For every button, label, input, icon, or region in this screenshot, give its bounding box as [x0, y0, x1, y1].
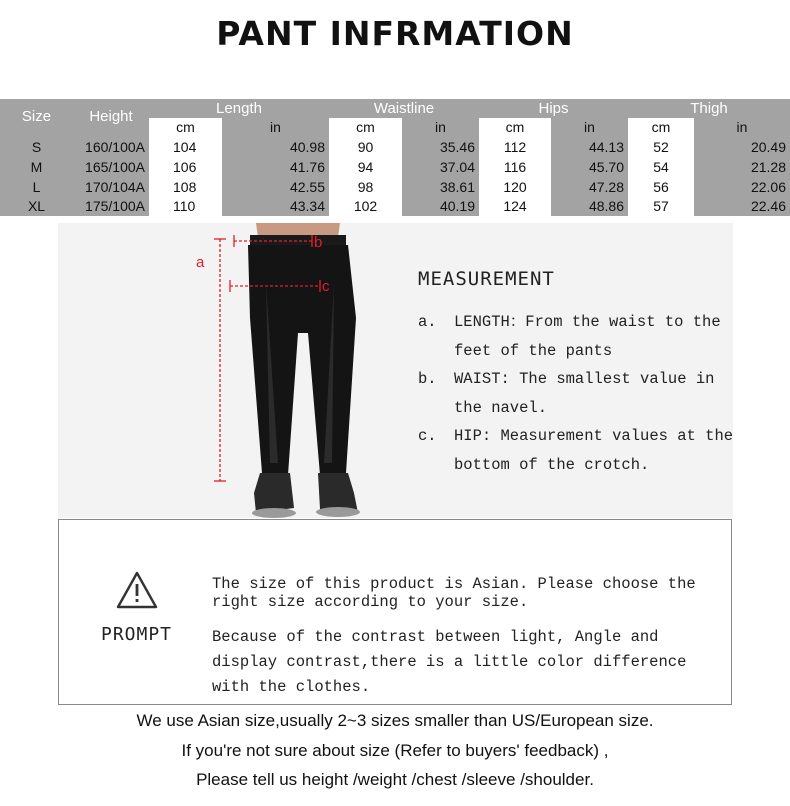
table-cell-hips-in: 44.13 — [551, 137, 628, 157]
length-cm-unit: cm — [149, 118, 222, 137]
table-cell-length-in: 40.98 — [222, 137, 329, 157]
length-header: Length — [149, 99, 329, 118]
table-cell-hips-in: 47.28 — [551, 177, 628, 197]
table-cell-length-cm: 110 — [149, 196, 222, 216]
size-table — [0, 99, 790, 216]
table-cell-waist-in: 35.46 — [402, 137, 479, 157]
table-cell-height: 175/100A — [73, 196, 149, 216]
table-cell-hips-cm: 120 — [479, 177, 551, 197]
table-cell-size: M — [0, 157, 73, 177]
table-cell-thigh-cm: 54 — [628, 157, 694, 177]
table-cell-hips-cm: 124 — [479, 196, 551, 216]
table-cell-thigh-in: 22.06 — [694, 177, 790, 197]
table-cell-length-in: 43.34 — [222, 196, 329, 216]
table-cell-waist-in: 40.19 — [402, 196, 479, 216]
table-cell-hips-in: 48.86 — [551, 196, 628, 216]
table-cell-hips-in: 45.70 — [551, 157, 628, 177]
table-cell-size: XL — [0, 196, 73, 216]
measurement-title: MEASUREMENT — [418, 268, 555, 290]
label-c: c — [322, 278, 330, 295]
table-cell-hips-cm: 112 — [479, 137, 551, 157]
measurement-text: HIP: Measurement values at the bottom of the crotch. — [454, 427, 734, 474]
table-cell-thigh-cm: 56 — [628, 177, 694, 197]
page-title: PANT INFRMATION — [216, 14, 574, 53]
label-b: b — [314, 234, 323, 251]
waist-in-unit: in — [402, 118, 479, 137]
height-header: Height — [73, 99, 149, 135]
thigh-in-unit: in — [694, 118, 790, 137]
table-cell-waist-in: 37.04 — [402, 157, 479, 177]
table-cell-length-in: 41.76 — [222, 157, 329, 177]
footer-line-3: Please tell us height /weight /chest /sleeve /shoulder. — [196, 770, 594, 789]
prompt-color-note: Because of the contrast between light, Angle and display contrast,there is a little color difference with the clothes. — [212, 628, 687, 696]
table-cell-length-cm: 108 — [149, 177, 222, 197]
measurement-letter: b. — [418, 370, 437, 389]
prompt-label: PROMPT — [101, 624, 173, 645]
measurement-item-hip — [418, 422, 738, 479]
table-cell-waist-cm: 98 — [329, 177, 402, 197]
table-cell-thigh-cm: 52 — [628, 137, 694, 157]
measurement-item-waist — [418, 365, 738, 422]
size-header: Size — [21, 108, 52, 125]
waist-cm-unit: cm — [329, 118, 402, 137]
table-cell-size: S — [0, 137, 73, 157]
table-cell-length-cm: 104 — [149, 137, 222, 157]
label-a: a — [196, 254, 205, 271]
measurement-text: WAIST: The smallest value in the navel. — [454, 370, 715, 417]
table-cell-height: 165/100A — [73, 157, 149, 177]
measurement-text: LENGTH：From the waist to the feet of the pants — [454, 313, 721, 360]
measurement-item-length — [418, 308, 738, 365]
prompt-size-note: The size of this product is Asian. Please choose the right size according to your size. — [212, 575, 696, 611]
hips-in-unit: in — [551, 118, 628, 137]
warning-icon — [115, 570, 159, 610]
table-cell-thigh-cm: 57 — [628, 196, 694, 216]
thigh-cm-unit: cm — [628, 118, 694, 137]
thigh-header: Thigh — [628, 99, 790, 118]
measurement-letter: a. — [418, 313, 437, 331]
table-cell-waist-in: 38.61 — [402, 177, 479, 197]
footer-line-1: We use Asian size,usually 2~3 sizes smaller than US/European size. — [136, 711, 654, 730]
table-cell-size: L — [0, 177, 73, 197]
table-cell-height: 160/100A — [73, 137, 149, 157]
table-cell-thigh-in: 20.49 — [694, 137, 790, 157]
measurement-list — [418, 308, 738, 480]
table-cell-height: 170/104A — [73, 177, 149, 197]
waistline-header: Waistline — [329, 99, 479, 118]
measurement-letter: c. — [418, 427, 437, 446]
table-cell-waist-cm: 94 — [329, 157, 402, 177]
hips-header: Hips — [479, 99, 628, 118]
table-cell-waist-cm: 102 — [329, 196, 402, 216]
table-cell-hips-cm: 116 — [479, 157, 551, 177]
table-cell-thigh-in: 22.46 — [694, 196, 790, 216]
table-cell-length-cm: 106 — [149, 157, 222, 177]
table-cell-length-in: 42.55 — [222, 177, 329, 197]
hips-cm-unit: cm — [479, 118, 551, 137]
table-cell-waist-cm: 90 — [329, 137, 402, 157]
table-cell-thigh-in: 21.28 — [694, 157, 790, 177]
footer-line-2: If you're not sure about size (Refer to buyers' feedback) , — [181, 741, 609, 760]
length-in-unit: in — [222, 118, 329, 137]
